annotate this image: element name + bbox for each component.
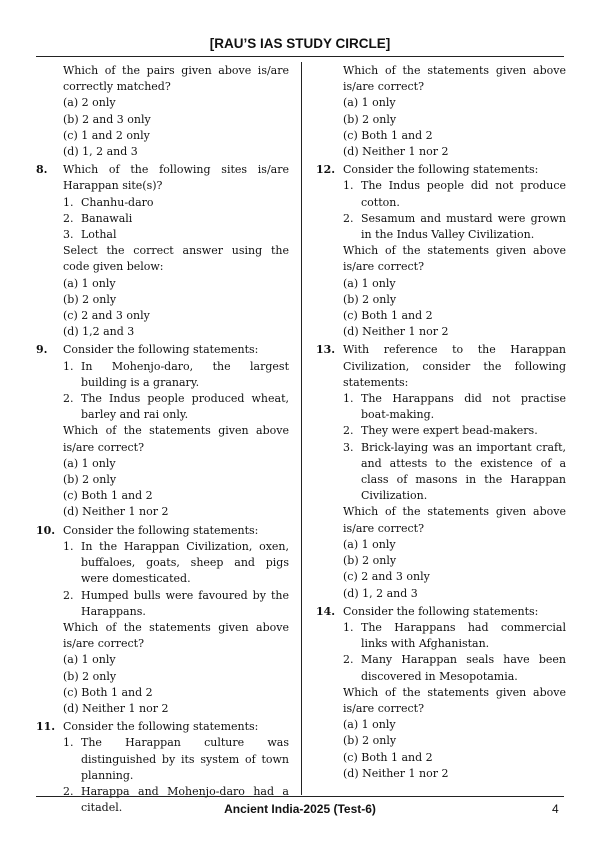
right-column [316,63,566,782]
option: (d) Neither 1 nor 2 [343,325,449,339]
statement: 1. The Harappans did not practise boat-making. [343,392,566,422]
page-header: [RAU’S IAS STUDY CIRCLE] [209,36,391,51]
question-stem: With reference to the Harappan Civilization, consider the following statements: [343,343,566,389]
question-10 [36,523,289,717]
option: (a) 1 only [63,653,116,667]
option: (a) 1 only [343,96,396,110]
left-column [36,63,289,816]
page-number: 4 [552,802,559,816]
question-stem: Consider the following statements: [63,720,259,734]
answer-prompt: Which of the statements given above is/are correct? [343,505,566,535]
option: (c) Both 1 and 2 [343,750,433,764]
question-number: 11. [36,720,56,734]
statement: 3. Lothal [63,228,117,242]
option: (c) Both 1 and 2 [343,309,433,323]
answer-prompt: Which of the statements given above is/are correct? [63,424,289,454]
option: (b) 2 only [343,292,397,306]
statement: 2. Humped bulls were favoured by the Harappans. [63,588,289,618]
statement: 3. Brick-laying was an important craft, and attests to the existence of a class of masons in the Harappan Civilization. [343,440,566,503]
statement: 2. Banawali [63,211,133,225]
statement: 1. The Harappans had commercial links with Afghanistan. [343,620,566,651]
option: (d) 1, 2 and 3 [63,145,138,159]
option: (c) Both 1 and 2 [343,128,433,142]
option: (c) 1 and 2 only [63,128,150,142]
option: (d) 1,2 and 3 [63,325,135,339]
option: (a) 1 only [343,718,396,732]
question-number: 14. [316,604,336,618]
option: (b) 2 and 3 only [63,112,151,126]
question-stem: Consider the following statements: [63,343,259,357]
statement: 2. They were expert bead-makers. [343,424,538,438]
column-divider [301,62,302,795]
option: (d) Neither 1 nor 2 [63,701,169,715]
question-number: 9. [36,343,48,357]
question-stem: Consider the following statements: [343,604,539,618]
question-12 [316,162,566,340]
question-14 [316,604,566,782]
option: (d) Neither 1 nor 2 [343,145,449,159]
option: (c) 2 and 3 only [63,309,150,323]
option: (b) 2 only [343,112,397,126]
continued-question [63,63,289,160]
header-rule [36,56,564,57]
statement: 1. In Mohenjo-daro, the largest building is a granary. [63,359,289,389]
statement: 2. Many Harappan seals have been discovered in Mesopotamia. [343,653,566,683]
question-number: 8. [36,163,48,177]
question-number: 12. [316,163,336,177]
answer-prompt: Which of the statements given above is/are correct? [63,620,289,651]
question-stem: Consider the following statements: [343,163,539,177]
option: (a) 1 only [63,276,116,290]
question-8 [36,162,289,340]
option: (b) 2 only [63,473,117,487]
question-number: 10. [36,523,56,537]
option: (a) 2 only [63,96,116,110]
option: (b) 2 only [343,554,397,568]
question-13 [316,342,566,601]
question-stem: Consider the following statements: [63,523,259,537]
option: (a) 1 only [343,537,396,551]
statement: 1. Chanhu-daro [63,195,154,209]
option: (a) 1 only [343,276,396,290]
statement: 1. The Harappan culture was distinguished by its system of town planning. [63,736,289,782]
continued-question [343,63,566,160]
option: (d) Neither 1 nor 2 [63,505,169,519]
question-number: 13. [316,343,336,357]
answer-prompt: Which of the statements given above is/are correct? [343,685,566,715]
option: (b) 2 only [63,669,117,683]
question-stem: Which of the following sites is/are Harappan site(s)? [63,163,289,193]
option: (c) Both 1 and 2 [63,685,153,699]
statement: 2. The Indus people produced wheat, barley and rai only. [63,392,289,422]
answer-prompt: Which of the statements given above is/are correct? [343,244,566,274]
question-9 [36,342,289,520]
option: (a) 1 only [63,456,116,470]
statement: 2. Harappa and Mohenjo-daro had a citadel. [63,784,289,815]
statement: 1. The Indus people did not produce cotton. [343,179,566,209]
question-stem: Which of the statements given above is/are correct? [343,64,566,94]
option: (c) 2 and 3 only [343,570,430,584]
question-stem: Which of the pairs given above is/are correctly matched? [63,64,289,94]
statement: 1. In the Harappan Civilization, oxen, buffaloes, goats, sheep and pigs were domesticated. [63,539,289,586]
option: (c) Both 1 and 2 [63,489,153,503]
option: (d) 1, 2 and 3 [343,586,418,600]
footer-title: Ancient India-2025 (Test-6) [224,802,376,816]
statement: 2. Sesamum and mustard were grown in the Indus Valley Civilization. [343,211,566,242]
footer-rule [36,796,564,797]
option: (d) Neither 1 nor 2 [343,766,449,780]
option: (b) 2 only [63,292,117,306]
option: (b) 2 only [343,734,397,748]
answer-prompt: Select the correct answer using the code given below: [63,244,289,274]
